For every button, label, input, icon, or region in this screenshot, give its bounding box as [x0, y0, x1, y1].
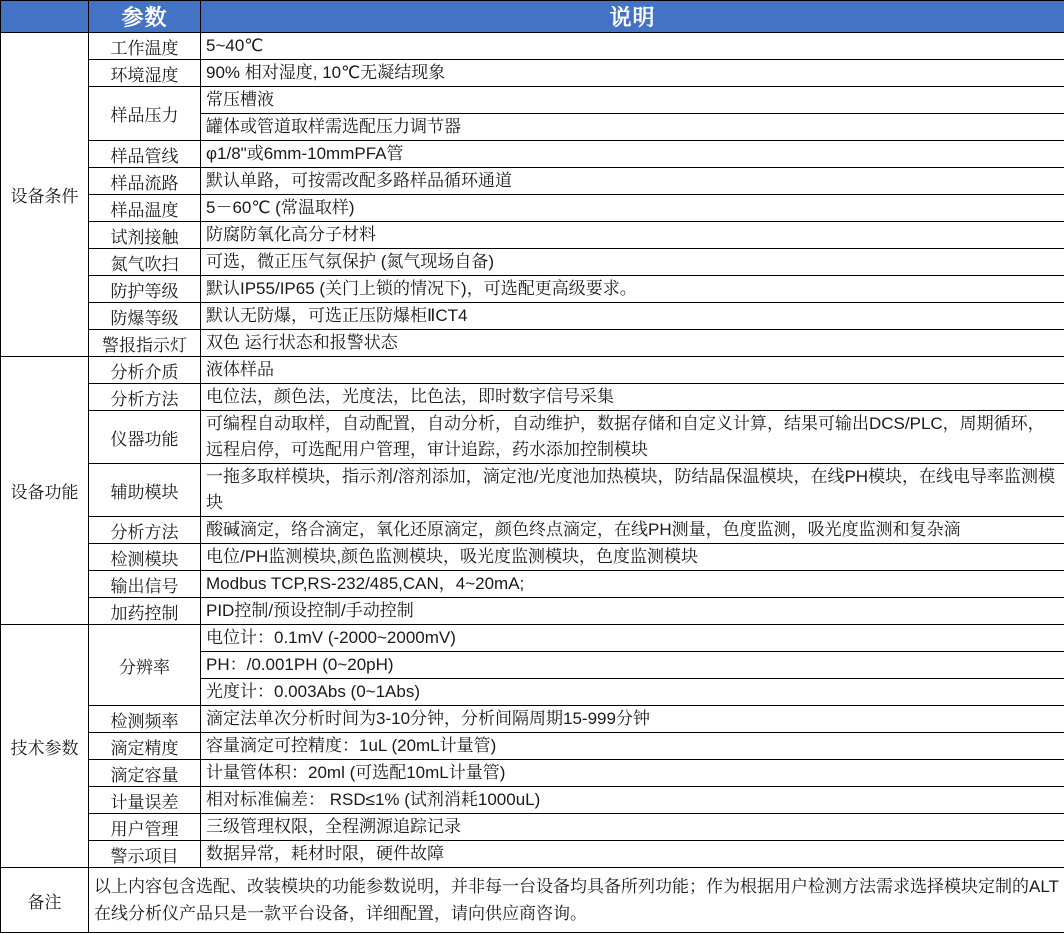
desc-cell: φ1/8"或6mm-10mmPFA管: [201, 141, 1064, 168]
desc-cell: 一拖多取样模块，指示剂/溶剂添加，滴定池/光度池加热模块，防结晶保温模块，在线PH模块，在线电导率监测模块: [201, 464, 1064, 517]
param-cell: 分辨率: [89, 625, 201, 706]
table-row: [1, 384, 1064, 411]
desc-cell: 电位/PH监测模块,颜色监测模块，吸光度监测模块，色度监测模块: [201, 544, 1064, 571]
desc-cell: 数据异常，耗材时限，硬件故障: [201, 841, 1064, 868]
table-row: [1, 303, 1064, 330]
param-cell: 分析方法: [89, 384, 201, 411]
param-cell: 分析介质: [89, 357, 201, 384]
table-row: [1, 625, 1064, 652]
desc-cell: 默认单路，可按需改配多路样品循环通道: [201, 168, 1064, 195]
desc-cell: 罐体或管道取样需选配压力调节器: [201, 114, 1064, 141]
desc-cell: 电位计：0.1mV (-2000~2000mV): [201, 625, 1064, 652]
param-cell: 样品压力: [89, 87, 201, 141]
spec-table-body: [1, 33, 1064, 933]
param-cell: 试剂接触: [89, 222, 201, 249]
desc-cell: 防腐防氧化高分子材料: [201, 222, 1064, 249]
param-cell: 氮气吹扫: [89, 249, 201, 276]
param-cell: 仪器功能: [89, 411, 201, 464]
param-cell: 样品流路: [89, 168, 201, 195]
table-row: [1, 411, 1064, 464]
param-cell: 输出信号: [89, 571, 201, 598]
table-row: [1, 276, 1064, 303]
param-cell: 环境湿度: [89, 60, 201, 87]
param-cell: 检测频率: [89, 706, 201, 733]
param-cell: 防护等级: [89, 276, 201, 303]
table-row: [1, 168, 1064, 195]
desc-cell: PH：/0.001PH (0~20pH): [201, 652, 1064, 679]
header-param-col: 参数: [89, 1, 201, 33]
group-cell: 设备条件: [1, 33, 89, 357]
table-row: [1, 760, 1064, 787]
desc-cell: 默认IP55/IP65 (关门上锁的情况下)，可选配更高级要求。: [201, 276, 1064, 303]
table-row: [1, 517, 1064, 544]
table-row: [1, 464, 1064, 517]
param-cell: 工作温度: [89, 33, 201, 60]
desc-cell: 可选，微正压气氛保护 (氮气现场自备): [201, 249, 1064, 276]
param-cell: 加药控制: [89, 598, 201, 625]
spec-table-header: [1, 1, 1064, 33]
desc-cell: PID控制/预设控制/手动控制: [201, 598, 1064, 625]
group-cell: 备注: [1, 868, 89, 933]
table-row: [1, 598, 1064, 625]
table-row: [1, 787, 1064, 814]
desc-cell: Modbus TCP,RS-232/485,CAN，4~20mA;: [201, 571, 1064, 598]
table-row: [1, 60, 1064, 87]
table-row: [1, 706, 1064, 733]
header-corner-cell: [1, 1, 89, 33]
desc-cell: 可编程自动取样，自动配置，自动分析，自动维护，数据存储和自定义计算，结果可输出DCS/PLC，周期循环，远程启停，可选配用户管理，审计追踪，药水添加控制模块: [201, 411, 1064, 464]
desc-cell: 滴定法单次分析时间为3-10分钟，分析间隔周期15-999分钟: [201, 706, 1064, 733]
table-row: [1, 33, 1064, 60]
table-row: [1, 330, 1064, 357]
param-cell: 滴定精度: [89, 733, 201, 760]
param-cell: 检测模块: [89, 544, 201, 571]
param-cell: 样品管线: [89, 141, 201, 168]
param-cell: 辅助模块: [89, 464, 201, 517]
desc-cell: 容量滴定可控精度：1uL (20mL计量管): [201, 733, 1064, 760]
table-row: [1, 222, 1064, 249]
desc-cell: 电位法，颜色法，光度法，比色法，即时数字信号采集: [201, 384, 1064, 411]
desc-cell: 光度计：0.003Abs (0~1Abs): [201, 679, 1064, 706]
header-desc-col: 说明: [201, 1, 1064, 33]
table-row: [1, 841, 1064, 868]
param-cell: 警示项目: [89, 841, 201, 868]
desc-cell: 计量管体积：20ml (可选配10mL计量管): [201, 760, 1064, 787]
param-cell: 样品温度: [89, 195, 201, 222]
group-cell: 技术参数: [1, 625, 89, 868]
param-cell: 防爆等级: [89, 303, 201, 330]
table-row: [1, 357, 1064, 384]
table-row: [1, 87, 1064, 114]
desc-cell: 常压槽液: [201, 87, 1064, 114]
remark-cell: 以上内容包含选配、改装模块的功能参数说明，并非每一台设备均具备所列功能；作为根据用户检测方法需求选择模块定制的ALT在线分析仪产品只是一款平台设备，详细配置，请向供应商咨询。: [89, 868, 1064, 933]
table-row: [1, 733, 1064, 760]
desc-cell: 双色 运行状态和报警状态: [201, 330, 1064, 357]
desc-cell: 5~40℃: [201, 33, 1064, 60]
table-row: [1, 544, 1064, 571]
desc-cell: 90% 相对湿度, 10℃无凝结现象: [201, 60, 1064, 87]
desc-cell: 酸碱滴定，络合滴定，氧化还原滴定，颜色终点滴定，在线PH测量，色度监测，吸光度监测和复杂滴: [201, 517, 1064, 544]
table-row: [1, 249, 1064, 276]
param-cell: 分析方法: [89, 517, 201, 544]
group-cell: 设备功能: [1, 357, 89, 625]
desc-cell: 液体样品: [201, 357, 1064, 384]
table-row: [1, 195, 1064, 222]
desc-cell: 三级管理权限，全程溯源追踪记录: [201, 814, 1064, 841]
param-cell: 计量误差: [89, 787, 201, 814]
param-cell: 用户管理: [89, 814, 201, 841]
table-row: [1, 141, 1064, 168]
table-row: [1, 868, 1064, 933]
table-row: [1, 571, 1064, 598]
param-cell: 警报指示灯: [89, 330, 201, 357]
table-row: [1, 814, 1064, 841]
desc-cell: 5－60℃ (常温取样): [201, 195, 1064, 222]
param-cell: 滴定容量: [89, 760, 201, 787]
desc-cell: 相对标准偏差： RSD≤1% (试剂消耗1000uL): [201, 787, 1064, 814]
desc-cell: 默认无防爆，可选正压防爆柜ⅡCT4: [201, 303, 1064, 330]
